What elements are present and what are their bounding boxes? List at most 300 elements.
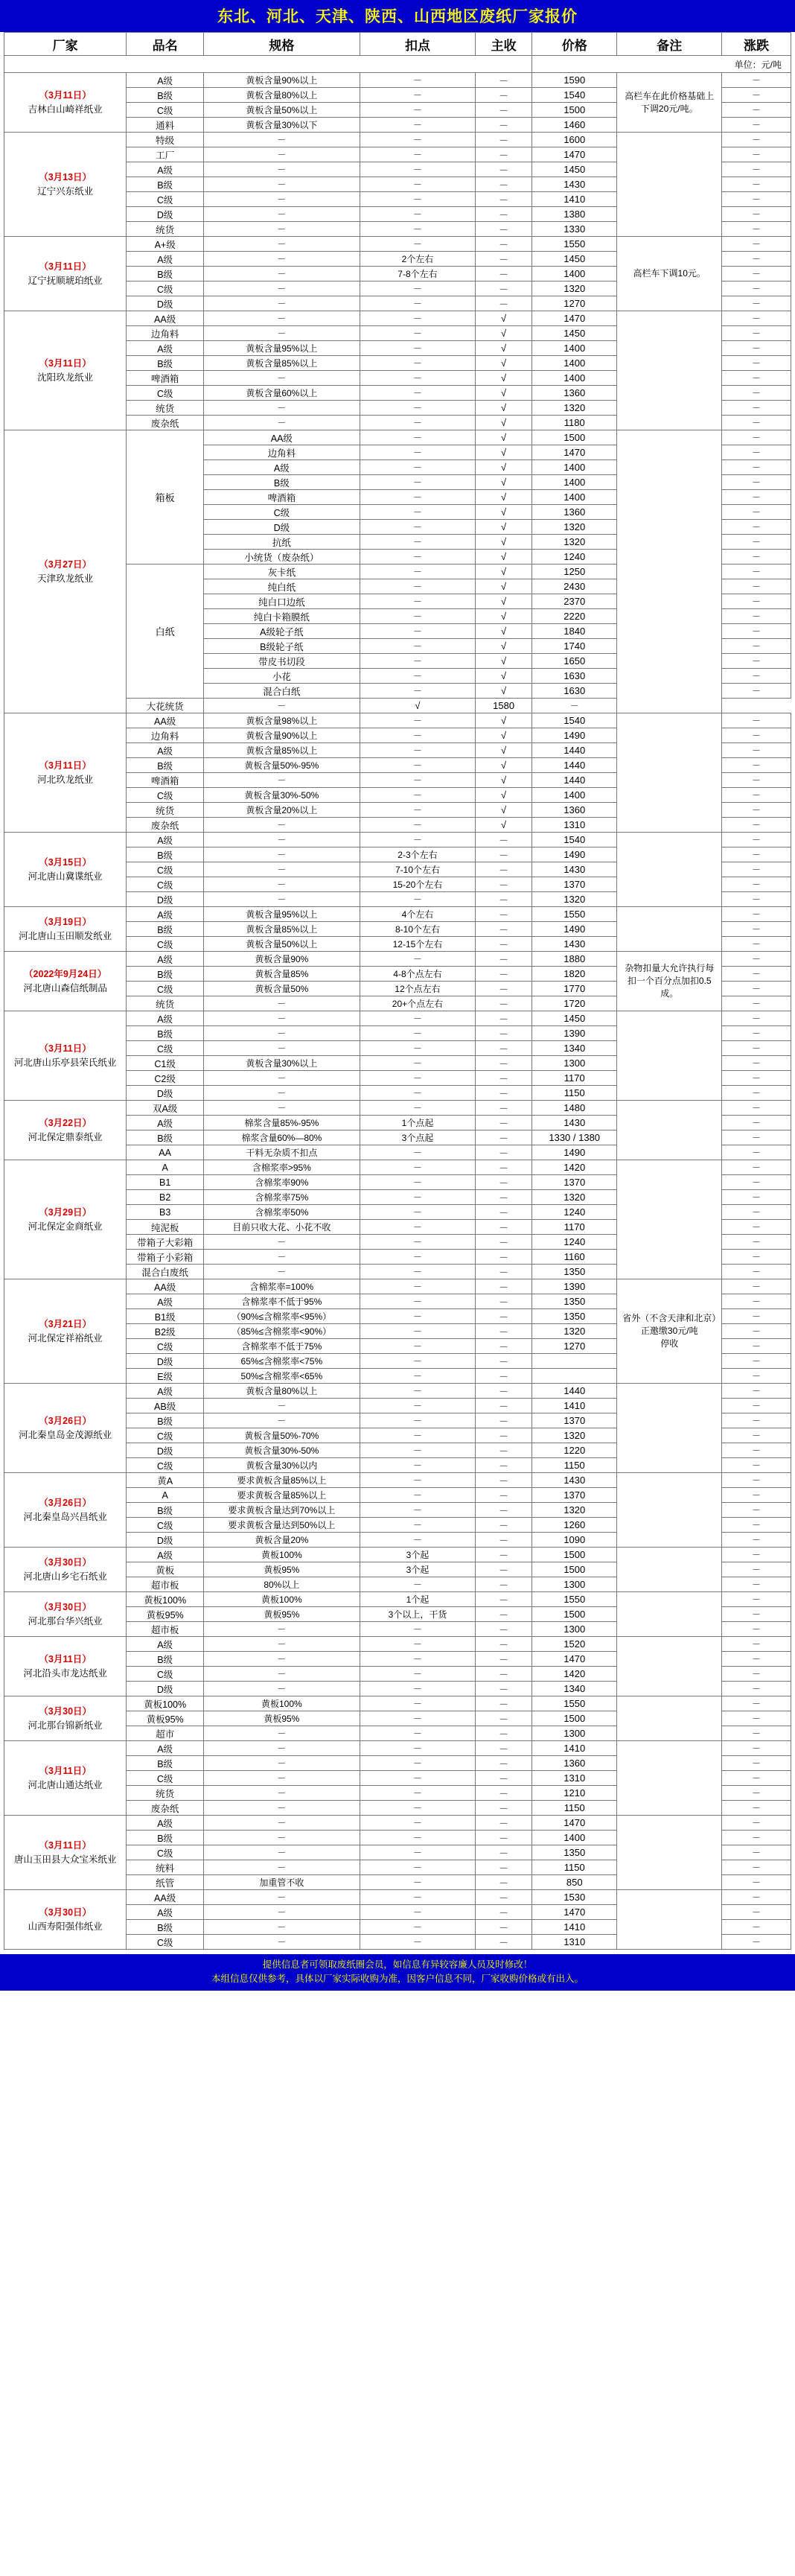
price-cell: 1470 xyxy=(531,147,617,162)
deduct-cell: － xyxy=(360,1577,476,1592)
accept-cell: √ xyxy=(476,773,532,788)
price-cell: 1460 xyxy=(531,118,617,133)
product-name-cell: 边角料 xyxy=(127,728,204,743)
vendor-name: 河北唐山乡宅石纸业 xyxy=(23,1571,107,1582)
deduct-cell: 20+个点左右 xyxy=(360,996,476,1011)
product-name-cell: D级 xyxy=(127,207,204,222)
price-cell: 1840 xyxy=(531,624,617,639)
change-cell: － xyxy=(721,1130,791,1145)
accept-cell: － xyxy=(476,296,532,311)
deduct-cell: － xyxy=(360,1324,476,1339)
product-name-cell: A级 xyxy=(127,907,204,922)
table-row xyxy=(4,237,791,252)
change-cell: － xyxy=(721,1145,791,1160)
spec-cell: 黄板含量95%以上 xyxy=(204,907,360,922)
change-cell: － xyxy=(721,445,791,460)
deduct-cell: － xyxy=(360,1696,476,1711)
spec-cell: － xyxy=(204,296,360,311)
change-cell: － xyxy=(721,490,791,505)
change-cell: － xyxy=(721,1771,791,1786)
product-name-cell: D级 xyxy=(127,1533,204,1548)
product-name-cell: A级 xyxy=(127,162,204,177)
accept-cell: － xyxy=(476,967,532,982)
accept-cell: － xyxy=(476,192,532,207)
product-name-cell: B级 xyxy=(127,88,204,103)
table-row xyxy=(4,1548,791,1562)
accept-cell: － xyxy=(476,207,532,222)
vendor-date: （3月15日） xyxy=(39,857,92,868)
vendor-cell xyxy=(4,833,127,907)
vendor-cell xyxy=(4,1101,127,1160)
vendor-name: 吉林白山崎祥纸业 xyxy=(28,104,103,115)
product-name-cell: 废杂纸 xyxy=(127,1801,204,1816)
spec-cell: － xyxy=(204,267,360,282)
change-cell: － xyxy=(721,1354,791,1369)
accept-cell: － xyxy=(476,1413,532,1428)
price-cell: 1400 xyxy=(531,475,617,490)
price-cell: 1880 xyxy=(531,952,617,967)
change-cell: － xyxy=(721,1860,791,1875)
product-name-cell: B级 xyxy=(127,758,204,773)
spec-cell: 50%≤含棉浆率<65% xyxy=(204,1369,360,1384)
product-name-cell: A级 xyxy=(127,1637,204,1652)
spec-cell: － xyxy=(204,1801,360,1816)
product-name-cell: B级 xyxy=(127,1756,204,1771)
spec-cell: 黄板含量80%以上 xyxy=(204,88,360,103)
change-cell: － xyxy=(721,1845,791,1860)
accept-cell: √ xyxy=(476,505,532,520)
vendor-cell xyxy=(4,1741,127,1816)
accept-cell: √ xyxy=(476,490,532,505)
accept-cell: √ xyxy=(476,758,532,773)
price-cell: 1650 xyxy=(531,654,617,669)
change-cell: － xyxy=(721,133,791,147)
price-cell: 1410 xyxy=(531,1741,617,1756)
note-cell xyxy=(617,713,722,833)
price-cell xyxy=(531,1369,617,1384)
price-cell: 1300 xyxy=(531,1577,617,1592)
product-name-cell: 黄板100% xyxy=(127,1592,204,1607)
spec-cell: 要求黄板含量达到50%以上 xyxy=(204,1518,360,1533)
product-name-cell: 带箱子小彩箱 xyxy=(127,1250,204,1265)
accept-cell: － xyxy=(476,1786,532,1801)
vendor-name: 山西寿阳强伟纸业 xyxy=(28,1921,103,1932)
deduct-cell: － xyxy=(360,1294,476,1309)
change-cell: － xyxy=(721,758,791,773)
accept-cell: － xyxy=(476,118,532,133)
change-cell: － xyxy=(721,937,791,952)
accept-cell: － xyxy=(476,1071,532,1086)
accept-cell: － xyxy=(476,952,532,967)
spec-cell: － xyxy=(204,1786,360,1801)
spec-cell: － xyxy=(204,877,360,892)
accept-cell: － xyxy=(476,88,532,103)
accept-cell: － xyxy=(476,1801,532,1816)
change-cell: － xyxy=(721,818,791,833)
deduct-cell: － xyxy=(360,1682,476,1696)
product-name-cell: 纸管 xyxy=(127,1875,204,1890)
deduct-cell: － xyxy=(360,1369,476,1384)
product-name-cell: B级 xyxy=(127,1026,204,1041)
product-name-cell: A级 xyxy=(127,1384,204,1399)
change-cell: － xyxy=(721,1384,791,1399)
price-cell: 1550 xyxy=(531,1696,617,1711)
deduct-cell: 1个起 xyxy=(360,1592,476,1607)
spec-cell: － xyxy=(204,1667,360,1682)
vendor-cell xyxy=(4,1548,127,1592)
price-cell: 1360 xyxy=(531,803,617,818)
deduct-cell: － xyxy=(360,1056,476,1071)
spec-cell: （85%≤含棉浆率<90%） xyxy=(204,1324,360,1339)
change-cell: － xyxy=(721,565,791,579)
change-cell: － xyxy=(721,1652,791,1667)
accept-cell: － xyxy=(476,177,532,192)
price-cell: 1180 xyxy=(531,416,617,430)
vendor-name: 河北保定祥裕纸业 xyxy=(28,1332,103,1343)
product-name-cell: C级 xyxy=(127,1518,204,1533)
deduct-cell: － xyxy=(360,1428,476,1443)
accept-cell: √ xyxy=(476,416,532,430)
product-name-cell: B级 xyxy=(127,1413,204,1428)
note-cell xyxy=(617,311,722,430)
deduct-cell: － xyxy=(360,1220,476,1235)
spec-cell: － xyxy=(204,1413,360,1428)
product-name-cell: 大花统货 xyxy=(127,699,204,713)
product-name-cell: B2 xyxy=(127,1190,204,1205)
deduct-cell: － xyxy=(360,177,476,192)
price-cell: 1400 xyxy=(531,341,617,356)
vendor-date: （3月22日） xyxy=(39,1118,92,1129)
change-cell: － xyxy=(721,1026,791,1041)
change-cell: － xyxy=(721,1175,791,1190)
spec-cell: － xyxy=(204,996,360,1011)
deduct-cell: － xyxy=(360,1711,476,1726)
product-name-cell: C级 xyxy=(127,1667,204,1682)
product-name-cell: 统货 xyxy=(127,996,204,1011)
deduct-cell: － xyxy=(360,237,476,252)
change-cell: － xyxy=(721,1339,791,1354)
change-cell: － xyxy=(721,505,791,520)
accept-cell: － xyxy=(476,1905,532,1920)
deduct-cell: － xyxy=(360,88,476,103)
deduct-cell: － xyxy=(360,520,476,535)
price-cell: 1470 xyxy=(531,1816,617,1831)
accept-cell: － xyxy=(476,1577,532,1592)
accept-cell: － xyxy=(476,1220,532,1235)
accept-cell: － xyxy=(476,1309,532,1324)
vendor-date: （3月11日） xyxy=(39,760,92,772)
price-cell: 1320 xyxy=(531,1428,617,1443)
price-cell: 1370 xyxy=(531,1413,617,1428)
accept-cell: √ xyxy=(476,788,532,803)
change-cell: － xyxy=(721,1592,791,1607)
deduct-cell: － xyxy=(360,1875,476,1890)
accept-cell: － xyxy=(476,282,532,296)
spec-cell: － xyxy=(204,1265,360,1279)
product-name-cell: A级 xyxy=(127,1905,204,1920)
spec-cell: （90%≤含棉浆率<95%） xyxy=(204,1309,360,1324)
spec-cell: － xyxy=(204,1860,360,1875)
change-cell: － xyxy=(721,1369,791,1384)
spec-cell: － xyxy=(204,833,360,847)
product-name-cell: 废杂纸 xyxy=(127,416,204,430)
accept-cell: － xyxy=(476,1160,532,1175)
vendor-cell xyxy=(4,1592,127,1637)
accept-cell: － xyxy=(476,1056,532,1071)
price-cell: 1310 xyxy=(531,1771,617,1786)
spec-cell: 含棉浆率=100% xyxy=(204,1279,360,1294)
price-cell: 1440 xyxy=(531,758,617,773)
deduct-cell: － xyxy=(360,624,476,639)
note-cell xyxy=(617,133,722,237)
table-header xyxy=(4,33,791,56)
price-cell: 1740 xyxy=(531,639,617,654)
change-cell: － xyxy=(721,803,791,818)
spec-cell: 含棉浆率50% xyxy=(204,1205,360,1220)
vendor-name: 河北玖龙纸业 xyxy=(37,774,94,785)
accept-cell: － xyxy=(476,1011,532,1026)
vendor-cell xyxy=(4,1011,127,1101)
spec-cell: 含棉浆率不低于95% xyxy=(204,1294,360,1309)
change-cell: － xyxy=(721,1488,791,1503)
product-name-cell: 工厂 xyxy=(127,147,204,162)
deduct-cell: － xyxy=(360,460,476,475)
deduct-cell: 1个点起 xyxy=(360,1116,476,1130)
product-name-cell: AA xyxy=(127,1145,204,1160)
note-cell xyxy=(617,1592,722,1637)
change-cell: － xyxy=(721,579,791,594)
note-cell: 杂物扣量大允许执行每扣一个百分点加扣0.5成。 xyxy=(617,952,722,1011)
accept-cell: － xyxy=(476,1562,532,1577)
spec-cell: 黄板100% xyxy=(204,1548,360,1562)
product-name-cell: 纯白纸 xyxy=(204,579,360,594)
product-name-cell: 纯白口边纸 xyxy=(204,594,360,609)
change-cell: － xyxy=(721,1905,791,1920)
accept-cell: － xyxy=(476,1667,532,1682)
accept-cell: － xyxy=(476,847,532,862)
accept-cell: － xyxy=(476,252,532,267)
spec-cell: － xyxy=(204,862,360,877)
change-cell: － xyxy=(721,624,791,639)
product-name-cell: C级 xyxy=(127,877,204,892)
spec-cell: 加重管不收 xyxy=(204,1875,360,1890)
deduct-cell: － xyxy=(360,1503,476,1518)
spec-cell: － xyxy=(204,371,360,386)
note-cell xyxy=(617,1011,722,1101)
accept-cell: － xyxy=(476,162,532,177)
accept-cell: － xyxy=(476,1354,532,1369)
deduct-cell: － xyxy=(360,1175,476,1190)
accept-cell: － xyxy=(476,1533,532,1548)
vendor-date: （3月30日） xyxy=(39,1706,92,1717)
price-cell: 1400 xyxy=(531,371,617,386)
price-cell: 1370 xyxy=(531,1488,617,1503)
price-cell: 1170 xyxy=(531,1071,617,1086)
price-cell: 1150 xyxy=(531,1086,617,1101)
vendor-name: 河北唐山冀谍纸业 xyxy=(28,871,103,882)
change-cell: － xyxy=(721,386,791,401)
price-cell: 1270 xyxy=(531,296,617,311)
spec-cell: 黄板含量50%以上 xyxy=(204,937,360,952)
spec-cell: － xyxy=(204,282,360,296)
table-row xyxy=(4,1592,791,1607)
change-cell: － xyxy=(721,1622,791,1637)
spec-cell: － xyxy=(204,1041,360,1056)
accept-cell: － xyxy=(476,1473,532,1488)
spec-cell: 要求黄板含量85%以上 xyxy=(204,1473,360,1488)
deduct-cell: － xyxy=(360,311,476,326)
accept-cell: － xyxy=(476,1518,532,1533)
change-cell: － xyxy=(721,847,791,862)
product-name-cell: 小统货（废杂纸） xyxy=(204,550,360,565)
col-spec: 规格 xyxy=(204,33,360,56)
accept-cell: － xyxy=(476,267,532,282)
accept-cell: － xyxy=(476,1294,532,1309)
spec-cell: － xyxy=(204,311,360,326)
price-cell: 1410 xyxy=(531,1399,617,1413)
price-cell: 1330 xyxy=(531,222,617,237)
product-name-cell: A级 xyxy=(127,1548,204,1562)
deduct-cell: － xyxy=(360,579,476,594)
accept-cell: － xyxy=(476,1086,532,1101)
deduct-cell: － xyxy=(360,1726,476,1741)
product-name-cell: C级 xyxy=(127,386,204,401)
deduct-cell: － xyxy=(360,1265,476,1279)
deduct-cell: － xyxy=(360,803,476,818)
accept-cell: － xyxy=(476,1116,532,1130)
price-cell: 1430 xyxy=(531,1473,617,1488)
product-name-cell: 特级 xyxy=(127,133,204,147)
accept-cell: － xyxy=(476,982,532,996)
change-cell: － xyxy=(721,1279,791,1294)
spec-cell: 黄板100% xyxy=(204,1592,360,1607)
change-cell: － xyxy=(721,922,791,937)
price-cell: 1320 xyxy=(531,520,617,535)
spec-cell: 黄板100% xyxy=(204,1696,360,1711)
price-cell: 1370 xyxy=(531,1175,617,1190)
product-name-cell: B2级 xyxy=(127,1324,204,1339)
note-cell xyxy=(617,1637,722,1696)
price-cell: 2370 xyxy=(531,594,617,609)
product-name-cell: 混合白纸 xyxy=(204,684,360,699)
change-cell: － xyxy=(721,1875,791,1890)
change-cell: － xyxy=(721,1399,791,1413)
vendor-date: （3月13日） xyxy=(39,172,92,183)
accept-cell: － xyxy=(476,1265,532,1279)
col-vendor: 厂家 xyxy=(4,33,127,56)
product-name-cell: D级 xyxy=(127,1354,204,1369)
deduct-cell: － xyxy=(360,1145,476,1160)
change-cell: － xyxy=(721,416,791,430)
product-name-cell: 啤酒箱 xyxy=(127,371,204,386)
product-name-cell: D级 xyxy=(127,1682,204,1696)
product-name-cell: 黄板95% xyxy=(127,1711,204,1726)
spec-cell: － xyxy=(204,1011,360,1026)
price-cell: 1210 xyxy=(531,1786,617,1801)
deduct-cell: － xyxy=(360,133,476,147)
vendor-date: （3月11日） xyxy=(39,1043,92,1055)
change-cell: － xyxy=(721,282,791,296)
vendor-name: 河北秦皇岛兴昌纸业 xyxy=(23,1511,107,1522)
col-accept: 主收 xyxy=(476,33,532,56)
change-cell: － xyxy=(721,1816,791,1831)
accept-cell: － xyxy=(476,1652,532,1667)
table-row xyxy=(4,1160,791,1175)
change-cell: － xyxy=(721,1056,791,1071)
accept-cell: √ xyxy=(476,520,532,535)
spec-cell: 黄板含量50%-95% xyxy=(204,758,360,773)
change-cell: － xyxy=(721,1473,791,1488)
deduct-cell: － xyxy=(360,1026,476,1041)
product-name-cell: A级 xyxy=(127,73,204,88)
change-cell: － xyxy=(721,743,791,758)
price-cell: 1550 xyxy=(531,237,617,252)
note-cell xyxy=(617,1473,722,1548)
price-cell: 1540 xyxy=(531,713,617,728)
product-name-cell: 纯泥板 xyxy=(127,1220,204,1235)
change-cell: － xyxy=(721,1086,791,1101)
product-name-cell: 带箱子大彩箱 xyxy=(127,1235,204,1250)
vendor-date: （3月29日） xyxy=(39,1207,92,1218)
price-cell: 1360 xyxy=(531,386,617,401)
spec-cell: 棉浆含量85%-95% xyxy=(204,1116,360,1130)
change-cell: － xyxy=(721,654,791,669)
change-cell: － xyxy=(721,73,791,88)
change-cell: － xyxy=(721,1726,791,1741)
spec-cell: 黄板含量30%以下 xyxy=(204,118,360,133)
deduct-cell: － xyxy=(360,1339,476,1354)
unit-label: 单位：元/吨 xyxy=(531,56,791,73)
change-cell: － xyxy=(721,1041,791,1056)
vendor-date: （3月11日） xyxy=(39,358,92,369)
spec-cell: 黄板含量95%以上 xyxy=(204,341,360,356)
deduct-cell: － xyxy=(360,445,476,460)
note-cell xyxy=(617,1548,722,1592)
accept-cell: － xyxy=(476,996,532,1011)
spec-cell: 黄板95% xyxy=(204,1607,360,1622)
spec-cell: － xyxy=(204,1652,360,1667)
product-name-cell: 抗纸 xyxy=(204,535,360,550)
change-cell: － xyxy=(721,996,791,1011)
vendor-name: 河北那台锦新纸业 xyxy=(28,1720,103,1731)
deduct-cell: － xyxy=(360,833,476,847)
product-name-cell: C级 xyxy=(127,1845,204,1860)
vendor-cell xyxy=(4,1279,127,1384)
accept-cell: √ xyxy=(476,356,532,371)
price-cell: 1450 xyxy=(531,252,617,267)
deduct-cell: － xyxy=(360,386,476,401)
spec-cell: 黄板含量85%以上 xyxy=(204,356,360,371)
spec-cell: － xyxy=(204,401,360,416)
deduct-cell: － xyxy=(360,1205,476,1220)
accept-cell: √ xyxy=(476,624,532,639)
spec-cell: 黄板含量50% xyxy=(204,982,360,996)
price-cell: 1470 xyxy=(531,445,617,460)
change-cell: － xyxy=(721,162,791,177)
spec-cell: 要求黄板含量85%以上 xyxy=(204,1488,360,1503)
change-cell: － xyxy=(721,773,791,788)
col-note: 备注 xyxy=(617,33,722,56)
col-deduct: 扣点 xyxy=(360,33,476,56)
change-cell: － xyxy=(721,475,791,490)
product-name-cell: B1级 xyxy=(127,1309,204,1324)
spec-cell: 黄板含量85% xyxy=(204,967,360,982)
deduct-cell: － xyxy=(360,1279,476,1294)
price-cell: 1300 xyxy=(531,1622,617,1637)
deduct-cell: － xyxy=(360,1071,476,1086)
accept-cell: － xyxy=(476,147,532,162)
deduct-cell: － xyxy=(360,430,476,445)
